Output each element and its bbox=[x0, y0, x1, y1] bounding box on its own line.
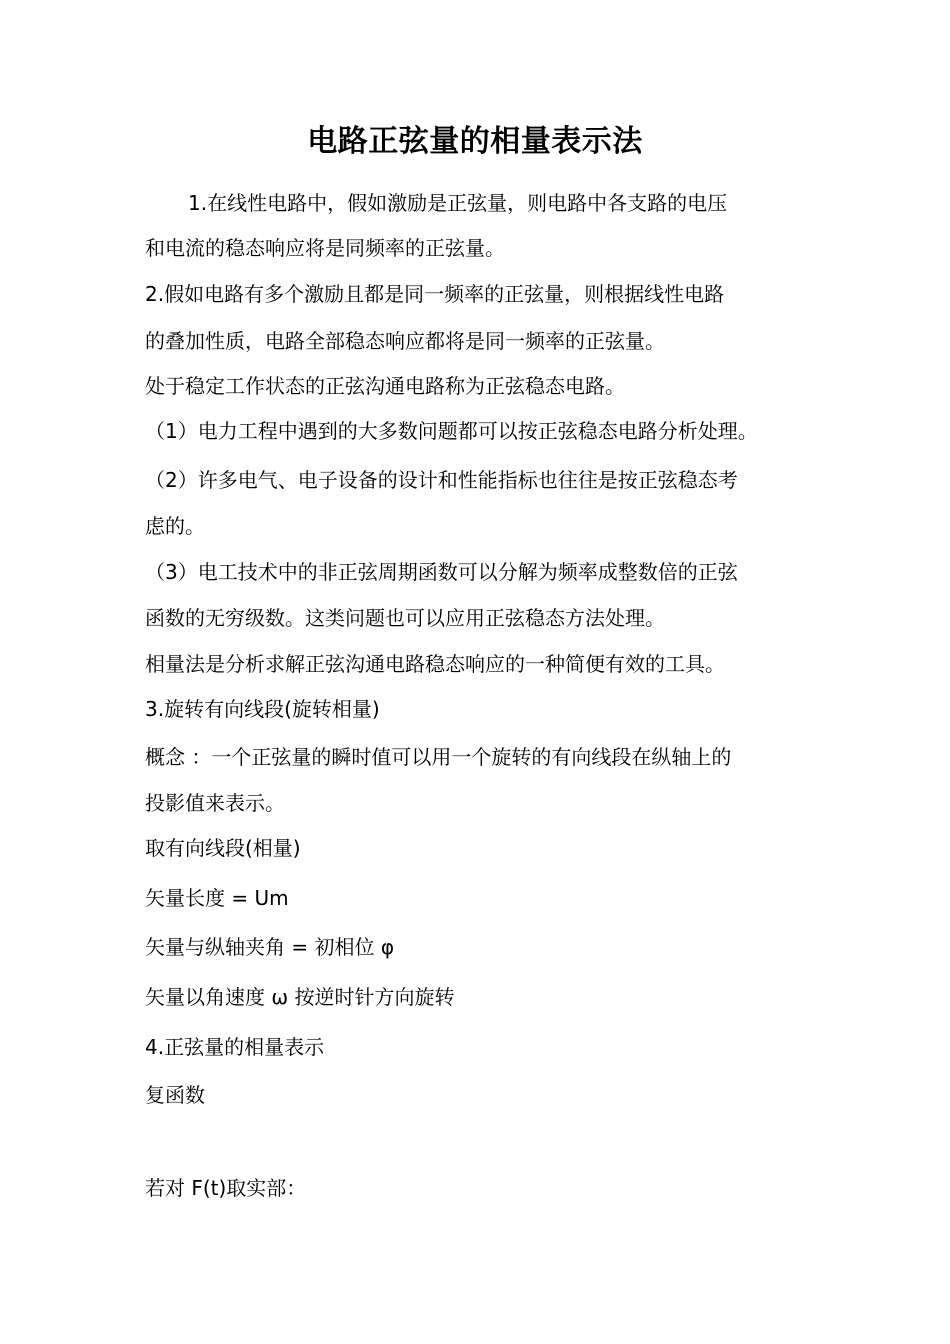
list-item-1: （1）电力工程中遇到的大多数问题都可以按正弦稳态电路分析处理。 bbox=[145, 419, 758, 443]
section-heading-4: 4.正弦量的相量表示 bbox=[145, 1035, 325, 1059]
document-title: 电路正弦量的相量表示法 bbox=[307, 124, 643, 159]
real-part-line: 若对 F(t)取实部： bbox=[145, 1176, 307, 1200]
paragraph-line-5: 处于稳定工作状态的正弦沟通电路称为正弦稳态电路。 bbox=[145, 374, 625, 398]
section-heading-3: 3.旋转有向线段(旋转相量) bbox=[145, 697, 380, 721]
vector-angle-line: 矢量与纵轴夹角 = 初相位 φ bbox=[145, 935, 395, 959]
list-item-2: （2）许多电气、电子设备的设计和性能指标也往往是按正弦稳态考 bbox=[145, 468, 738, 492]
concept-line-2: 投影值来表示。 bbox=[145, 791, 285, 815]
list-item-3-cont: 函数的无穷级数。这类问题也可以应用正弦稳态方法处理。 bbox=[145, 606, 665, 630]
paragraph-line-3: 2.假如电路有多个激励且都是同一频率的正弦量，则根据线性电路 bbox=[145, 282, 725, 306]
phasor-line: 取有向线段(相量) bbox=[145, 836, 301, 860]
vector-length-line: 矢量长度 = Um bbox=[145, 886, 289, 910]
list-item-2-cont: 虑的。 bbox=[145, 514, 205, 538]
vector-rotation-line: 矢量以角速度 ω 按逆时针方向旋转 bbox=[145, 985, 455, 1009]
paragraph-line-6: 相量法是分析求解正弦沟通电路稳态响应的一种简便有效的工具。 bbox=[145, 652, 725, 676]
paragraph-line-1: 1.在线性电路中，假如激励是正弦量，则电路中各支路的电压 bbox=[188, 191, 728, 215]
list-item-3: （3）电工技术中的非正弦周期函数可以分解为频率成整数倍的正弦 bbox=[145, 560, 738, 584]
paragraph-line-2: 和电流的稳态响应将是同频率的正弦量。 bbox=[145, 236, 505, 260]
concept-line-1: 概念 ：一个正弦量的瞬时值可以用一个旋转的有向线段在纵轴上的 bbox=[145, 745, 732, 769]
paragraph-line-4: 的叠加性质，电路全部稳态响应都将是同一频率的正弦量。 bbox=[145, 329, 665, 353]
complex-function-line: 复函数 bbox=[145, 1083, 205, 1107]
